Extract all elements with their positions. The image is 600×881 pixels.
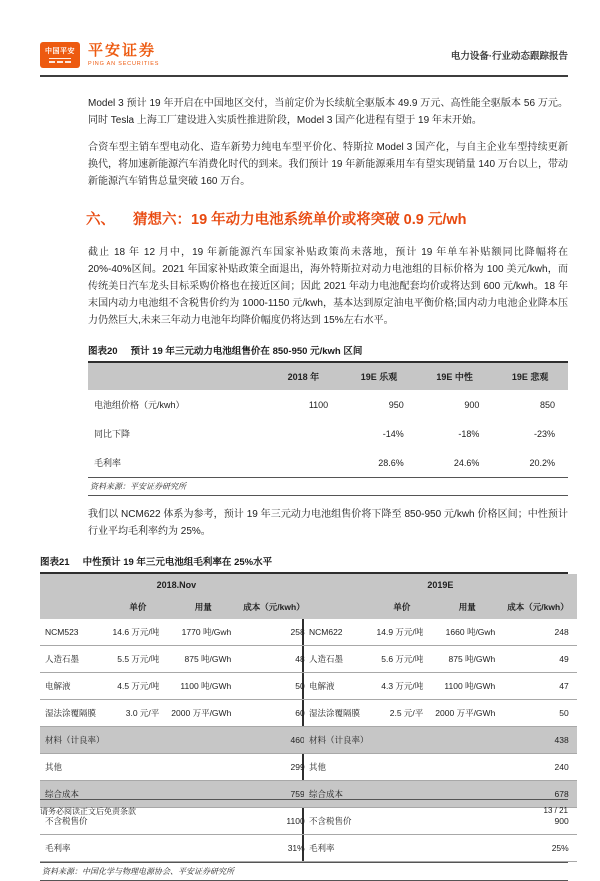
- table-row: [40, 754, 313, 781]
- table-cell: 2000 万平/GWh: [171, 708, 232, 718]
- table-cell: 不含税售价: [45, 816, 88, 826]
- column-header: 单价: [393, 602, 411, 612]
- table-2018nov: [40, 574, 313, 862]
- brand-text: [88, 43, 159, 67]
- table-cell: [266, 448, 342, 477]
- table-cell: 其他: [45, 762, 63, 772]
- figure-20: [88, 343, 568, 496]
- figure-title-text: 中性预计 19 年三元电池组毛利率在 25%水平: [82, 557, 273, 568]
- disclaimer-text: 请务必阅读正文后免责条款: [40, 807, 136, 816]
- column-header: 19E 悲观: [511, 372, 549, 382]
- table-row: [304, 727, 577, 754]
- page-footer: [40, 799, 568, 817]
- paragraph: Model 3 预计 19 年开启在中国地区交付，当前定价为长续航全驱版本 49.9 万元、高性能全驱版本 56 万元。同时 Tesla 上海工厂建设进入实质性推进阶段，Model 3 国产化进程有望于 19 年末开始。: [88, 98, 568, 126]
- table-header: [88, 363, 568, 390]
- table-cell: 25%: [551, 843, 569, 853]
- table-cell: 50: [295, 681, 305, 691]
- table-cell: NCM523: [45, 627, 79, 637]
- table-cell: 50: [559, 708, 569, 718]
- paragraph: 合资车型主销车型电动化、造车新势力纯电车型平价化、特斯拉 Model 3 国产化，与自主企业车型持续更新换代，将加速新能源汽车消费化时代的到来。我们预计 19 年新能源乘用车有望实现销量 140 万台以上，带动新能源汽车销售总量突破 160 万台。: [88, 142, 568, 187]
- pingan-logo: [40, 42, 159, 68]
- figure-20-table: [88, 363, 568, 477]
- table-row: [40, 727, 313, 754]
- figure-21-source: 资料来源：中国化学与物理电源协会、平安证券研究所: [40, 862, 568, 881]
- table-cell: -14%: [382, 428, 404, 439]
- figure-title-text: 预计 19 年三元动力电池组售价在 850-950 元/kwh 区间: [130, 346, 363, 357]
- table-cell: 电池组价格（元/kwh）: [94, 400, 185, 410]
- figure-21: [40, 554, 568, 881]
- table-cell: 电解液: [45, 681, 71, 691]
- table-cell: NCM622: [309, 627, 343, 637]
- figure-tag: 图表21: [40, 557, 70, 568]
- column-header: 2018 年: [287, 372, 320, 382]
- table-cell: 毛利率: [94, 458, 122, 468]
- table-cell: 人造石墨: [309, 654, 344, 664]
- report-type-label: 电力设备·行业动态跟踪报告: [450, 51, 568, 62]
- table-cell: 299: [290, 762, 305, 772]
- table-cell: 毛利率: [45, 843, 71, 853]
- period-row: [304, 574, 577, 595]
- table-2019e: [304, 574, 577, 862]
- table-cell: 24.6%: [453, 457, 480, 468]
- table-cell: 14.6 万元/吨: [112, 627, 160, 637]
- badge-divider: [49, 58, 71, 63]
- table-cell: 同比下降: [94, 429, 131, 439]
- section-number: 六、: [86, 212, 115, 228]
- table-cell: 3.0 元/平: [125, 708, 160, 718]
- table-row: [304, 754, 577, 781]
- table-header-row: [88, 363, 568, 390]
- table-half-2019e: [304, 574, 568, 862]
- table-cell: 毛利率: [309, 843, 335, 853]
- table-cell: 不含税售价: [309, 816, 352, 826]
- table-half-2018: [40, 574, 304, 862]
- table-cell: [373, 727, 432, 754]
- figure-tag: 图表20: [88, 346, 118, 357]
- table-cell: 759: [290, 789, 305, 799]
- section-title: 猜想六：19 年动力电池系统单价或将突破 0.9 元/wh: [133, 212, 467, 228]
- table-cell: [373, 835, 432, 862]
- table-cell: 850: [539, 399, 555, 410]
- table-cell: 4.5 万元/吨: [117, 681, 160, 691]
- page-header: [40, 0, 568, 77]
- table-row: [304, 700, 577, 727]
- table-cell: 438: [554, 735, 569, 745]
- table-cell: 综合成本: [309, 789, 344, 799]
- table-cell: 900: [554, 816, 569, 826]
- badge-text: 中国平安: [45, 48, 75, 55]
- table-cell: -18%: [458, 428, 480, 439]
- table-row: [40, 700, 313, 727]
- table-cell: 47: [559, 681, 569, 691]
- table-cell: 材料（计良率）: [309, 735, 369, 745]
- column-header: 成本（元/kwh）: [507, 602, 569, 612]
- figure-20-title: [88, 343, 568, 363]
- table-cell: 1770 吨/Gwh: [181, 627, 232, 637]
- table-row: [304, 673, 577, 700]
- table-cell: 240: [554, 762, 569, 772]
- table-cell: 5.5 万元/吨: [117, 654, 160, 664]
- table-cell: 5.6 万元/吨: [381, 654, 424, 664]
- table-body: [40, 619, 313, 862]
- table-cell: 1100: [286, 816, 305, 826]
- table-row: [304, 646, 577, 673]
- table-cell: [266, 419, 342, 448]
- table-body: [88, 390, 568, 477]
- table-cell: 678: [554, 789, 569, 799]
- column-header: [40, 595, 109, 619]
- table-cell: [431, 727, 503, 754]
- table-cell: 248: [554, 627, 569, 637]
- table-row: [40, 619, 313, 646]
- table-cell: 875 吨/GWh: [184, 654, 232, 664]
- table-row: [304, 835, 577, 862]
- table-cell: 48: [295, 654, 305, 664]
- brand-name-en: PING AN SECURITIES: [88, 61, 160, 67]
- table-cell: 2000 万平/GWh: [435, 708, 496, 718]
- period-row: [40, 574, 313, 595]
- section-heading: [86, 210, 568, 230]
- table-header-row: [40, 595, 313, 619]
- table-cell: [167, 727, 239, 754]
- paragraph: 我们以 NCM622 体系为参考，预计 19 年三元动力电池组售价将下降至 850-950 元/kwh 价格区间；中性预计行业平均毛利率约为 25%。: [88, 509, 568, 537]
- period-label: 2018.Nov: [156, 580, 197, 590]
- table-cell: -23%: [533, 428, 555, 439]
- table-cell: 460: [290, 735, 305, 745]
- table-cell: 湿法涂覆隔膜: [309, 708, 361, 718]
- table-row: [88, 419, 568, 448]
- table-header: [40, 574, 313, 619]
- table-cell: 综合成本: [45, 789, 80, 799]
- column-header: 19E 乐观: [360, 372, 398, 382]
- table-row: [40, 673, 313, 700]
- column-header: 成本（元/kwh）: [243, 602, 305, 612]
- pingan-badge-icon: [40, 42, 80, 68]
- figure-21-title: [40, 554, 568, 574]
- table-cell: 14.9 万元/吨: [376, 627, 424, 637]
- table-cell: [167, 754, 239, 781]
- table-cell: 258: [290, 627, 305, 637]
- table-cell: 60: [295, 708, 305, 718]
- table-cell: 31%: [287, 843, 305, 853]
- table-cell: 875 吨/GWh: [448, 654, 496, 664]
- table-cell: [431, 835, 503, 862]
- paragraph: 截止 18 年 12 月中，19 年新能源汽车国家补贴政策尚未落地，预计 19 年单车补贴额同比降幅将在 20%-40%区间。2021 年国家补贴政策全面退出，海外特斯拉对动力电池组的目标价格为 100 美元/kwh，而传统美日汽车龙头目标采购价格也在接近区间；因此 2021 年动力电池配套均价或将达到 600 元/kwh。18 年末国内动力电池组不含税售价约为 1000-1150 元/kwh，基本达到原定油电平衡价格;国内动力电池企业降本压力仍然巨大,未来三年动力电池年均降价幅度仍将达到 15%左右水平。: [88, 247, 568, 326]
- table-row: [88, 448, 568, 477]
- period-label: 2019E: [427, 580, 454, 590]
- table-cell: 900: [464, 399, 480, 410]
- table-cell: 人造石墨: [45, 654, 80, 664]
- table-cell: 1100: [308, 399, 329, 410]
- table-cell: 1100 吨/GWh: [444, 681, 496, 691]
- table-row: [88, 390, 568, 419]
- table-row: [304, 619, 577, 646]
- table-cell: [167, 835, 239, 862]
- table-cell: 1660 吨/Gwh: [445, 627, 496, 637]
- table-cell: [431, 754, 503, 781]
- table-cell: [373, 754, 432, 781]
- table-header: [304, 574, 577, 619]
- table-cell: [109, 835, 168, 862]
- table-body: [304, 619, 577, 862]
- table-cell: 材料（计良率）: [45, 735, 105, 745]
- table-cell: 28.6%: [378, 457, 404, 468]
- column-header: 用量: [458, 602, 476, 612]
- table-header-row: [304, 595, 577, 619]
- page-content: [40, 77, 568, 881]
- column-header: 19E 中性: [436, 372, 473, 382]
- table-cell: 湿法涂覆隔膜: [45, 708, 97, 718]
- figure-21-split-table: [40, 574, 568, 862]
- table-cell: 其他: [309, 762, 327, 772]
- table-row: [40, 835, 313, 862]
- table-cell: 1100 吨/GWh: [180, 681, 232, 691]
- table-cell: 20.2%: [529, 457, 555, 468]
- table-cell: 2.5 元/平: [389, 708, 424, 718]
- column-header: 单价: [129, 602, 147, 612]
- figure-20-source: 资料来源：平安证券研究所: [88, 477, 568, 496]
- table-cell: 49: [559, 654, 569, 664]
- table-cell: 4.3 万元/吨: [381, 681, 424, 691]
- page-number: 13 / 21: [543, 806, 568, 815]
- brand-name-cn: 平安证券: [88, 42, 157, 59]
- column-header: 用量: [194, 602, 212, 612]
- column-header: [88, 363, 266, 390]
- table-cell: [109, 727, 168, 754]
- table-row: [40, 646, 313, 673]
- table-cell: [109, 754, 168, 781]
- table-cell: 950: [388, 399, 404, 410]
- table-cell: 电解液: [309, 681, 335, 691]
- column-header: [304, 595, 373, 619]
